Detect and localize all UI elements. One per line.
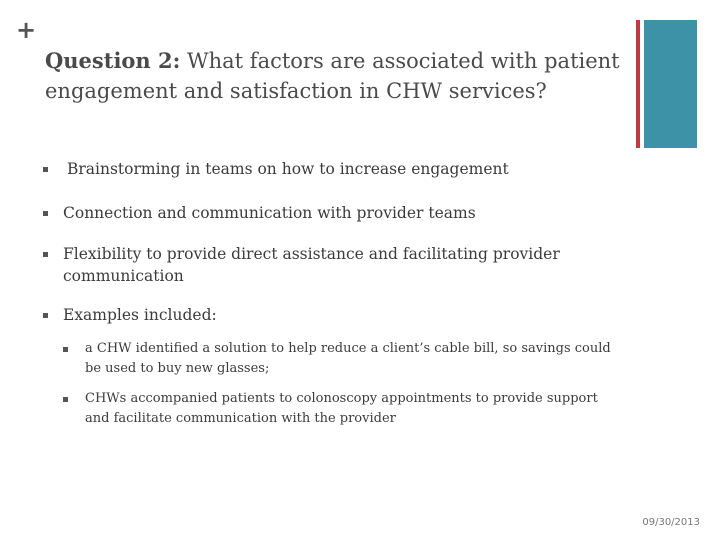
sub-bullet-list — [63, 339, 620, 429]
accent-bar-teal — [644, 20, 697, 148]
bullet-marker — [43, 313, 48, 318]
sub-bullet-text: a CHW identified a solution to help reduce a client’s cable bill, so savings could be used to buy new glasses; — [85, 341, 611, 376]
slide-title — [45, 46, 635, 106]
slide-date: 09/30/2013 — [642, 517, 700, 528]
title-lead: Question 2: — [45, 48, 181, 73]
accent-bar-red — [636, 20, 640, 148]
sub-bullet-item — [63, 339, 620, 379]
bullet-text: Brainstorming in teams on how to increase engagement — [67, 160, 509, 178]
sub-bullet-marker — [63, 347, 68, 352]
bullet-text: Flexibility to provide direct assistance and facilitating provider communication — [63, 245, 560, 285]
plus-icon: + — [16, 16, 37, 44]
bullet-list — [40, 158, 620, 429]
sub-bullet-marker — [63, 397, 68, 402]
sub-bullet-text: CHWs accompanied patients to colonoscopy appointments to provide support and facilitate communication with the provider — [85, 391, 598, 426]
bullet-item — [40, 304, 620, 429]
bullet-item — [40, 243, 620, 287]
bullet-text: Examples included: — [63, 306, 217, 324]
bullet-marker — [43, 252, 48, 257]
bullet-item — [40, 158, 620, 180]
bullet-marker — [43, 211, 48, 216]
bullet-marker — [43, 167, 48, 172]
bullet-item — [40, 202, 620, 224]
title-question: What factors are associated with patient engagement and satisfaction in CHW services? — [45, 49, 620, 103]
sub-bullet-item — [63, 389, 620, 429]
bullet-text: Connection and communication with provider teams — [63, 204, 476, 222]
